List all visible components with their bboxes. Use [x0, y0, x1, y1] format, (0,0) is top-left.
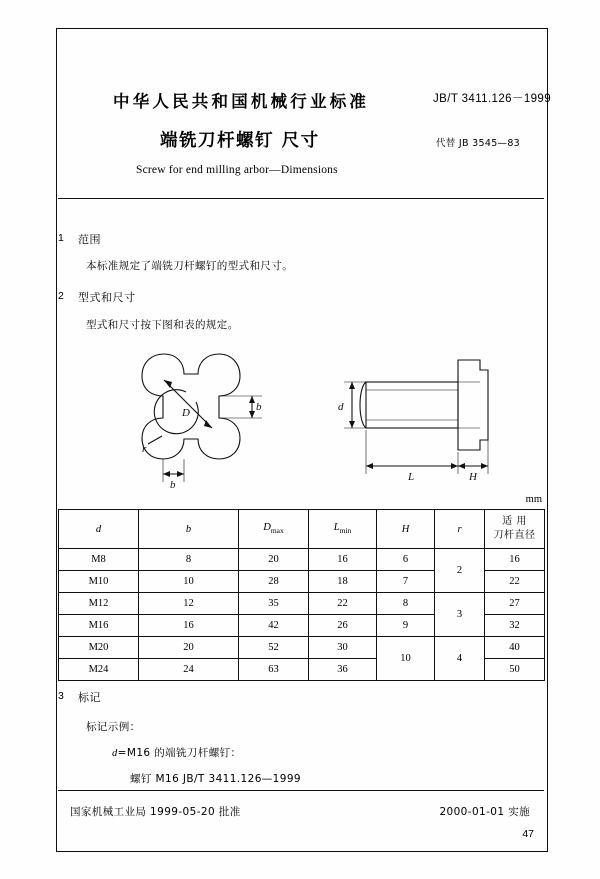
- marking-d-symbol: d: [112, 748, 118, 759]
- cell-r: 3: [435, 593, 485, 637]
- cell-H: 9: [377, 615, 435, 637]
- cell-Lmin: 26: [309, 615, 377, 637]
- standard-number: JB/T 3411.126－1999: [433, 93, 552, 105]
- marking-example-line2: 螺钉 M16 JB/T 3411.126—1999: [130, 773, 302, 785]
- cell-d: M20: [59, 637, 139, 659]
- cell-Lmin: 18: [309, 571, 377, 593]
- table-row: [59, 549, 545, 571]
- cell-d: M12: [59, 593, 139, 615]
- cell-applicable: 40: [485, 637, 545, 659]
- marking-line1-rest: =M16 的端铣刀杆螺钉：: [117, 747, 242, 759]
- dimensions-table: [58, 509, 544, 681]
- cell-H: 8: [377, 593, 435, 615]
- th-r: r: [435, 510, 485, 549]
- section-3-heading: 标记: [78, 691, 101, 704]
- page-title-en: Screw for end milling arbor—Dimensions: [136, 164, 338, 176]
- cell-Dmax: 52: [239, 637, 309, 659]
- cell-Dmax: 28: [239, 571, 309, 593]
- svg-text:r: r: [142, 443, 147, 455]
- figure-front-view: [100, 340, 290, 495]
- cell-b: 10: [139, 571, 239, 593]
- cell-Lmin: 36: [309, 659, 377, 681]
- th-applicable-diameter: [485, 510, 545, 549]
- cell-applicable: 50: [485, 659, 545, 681]
- cell-b: 8: [139, 549, 239, 571]
- section-1-heading: 范围: [78, 233, 101, 246]
- svg-text:H: H: [469, 471, 477, 483]
- th-b: b: [139, 510, 239, 549]
- table-header-row: [59, 510, 545, 549]
- cell-H: 7: [377, 571, 435, 593]
- section-2-heading: 型式和尺寸: [78, 291, 136, 304]
- table-row: [59, 593, 545, 615]
- th-applicable-line1: 适 用: [502, 516, 527, 527]
- header-divider: [58, 198, 544, 199]
- replaces-note: 代替 JB 3545—83: [436, 138, 521, 149]
- th-Lmin: $L_{min}$: [309, 510, 377, 549]
- section-1-number: 1: [58, 232, 64, 244]
- cell-Dmax: 63: [239, 659, 309, 681]
- cell-d: M10: [59, 571, 139, 593]
- cell-H: 6: [377, 549, 435, 571]
- cell-H: 10: [377, 637, 435, 681]
- cell-applicable: 32: [485, 615, 545, 637]
- section-2-number: 2: [58, 290, 64, 302]
- cell-d: M24: [59, 659, 139, 681]
- cell-b: 16: [139, 615, 239, 637]
- figure-side-view: [330, 340, 520, 495]
- cell-Lmin: 22: [309, 593, 377, 615]
- cell-Dmax: 42: [239, 615, 309, 637]
- section-3-body: 标记示例：: [86, 721, 141, 733]
- svg-text:b: b: [170, 479, 176, 490]
- cell-Lmin: 16: [309, 549, 377, 571]
- th-d: d: [59, 510, 139, 549]
- section-1-body: 本标准规定了端铣刀杆螺钉的型式和尺寸。: [86, 260, 294, 272]
- cell-r: 4: [435, 637, 485, 681]
- th-applicable-line2: 刀杆直径: [493, 530, 536, 541]
- units-label: mm: [525, 494, 542, 505]
- cell-applicable: 16: [485, 549, 545, 571]
- svg-text:L: L: [408, 471, 415, 483]
- cell-Dmax: 20: [239, 549, 309, 571]
- page-number: 47: [522, 828, 534, 840]
- cell-b: 20: [139, 637, 239, 659]
- footer-implementation: 2000-01-01 实施: [439, 806, 530, 818]
- table-row: [59, 637, 545, 659]
- section-3-number: 3: [58, 690, 64, 702]
- cell-applicable: 22: [485, 571, 545, 593]
- cell-d: M16: [59, 615, 139, 637]
- cell-Lmin: 30: [309, 637, 377, 659]
- th-Dmax: $D_{max}$: [239, 510, 309, 549]
- footer-approval: 国家机械工业局 1999-05-20 批准: [70, 806, 241, 818]
- footer-divider: [58, 790, 544, 791]
- svg-text:d: d: [338, 401, 344, 413]
- cell-b: 12: [139, 593, 239, 615]
- page-title-cn: 中华人民共和国机械行业标准: [113, 92, 370, 111]
- th-H: H: [377, 510, 435, 549]
- cell-b: 24: [139, 659, 239, 681]
- section-2-body: 型式和尺寸按下图和表的规定。: [86, 319, 239, 331]
- cell-d: M8: [59, 549, 139, 571]
- marking-example-line1: [112, 745, 241, 760]
- cell-r: 2: [435, 549, 485, 593]
- svg-text:b: b: [256, 401, 262, 413]
- cell-applicable: 27: [485, 593, 545, 615]
- svg-text:D: D: [182, 407, 190, 419]
- cell-Dmax: 35: [239, 593, 309, 615]
- page-title-main: 端铣刀杆螺钉 尺寸: [160, 131, 320, 151]
